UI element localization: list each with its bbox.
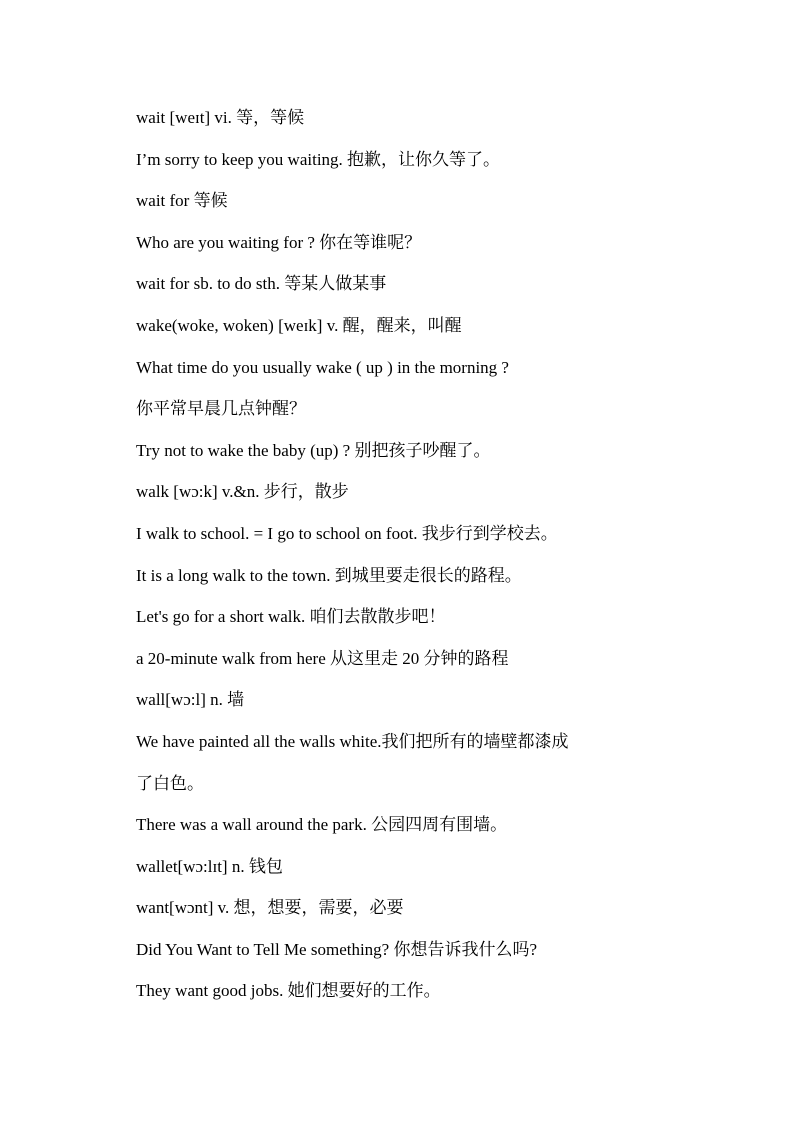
text-line: walk [wɔ:k] v.&n. 步行，散步 [136,482,349,502]
text-line: 了白色。 [136,773,204,793]
text-line: Try not to wake the baby (up) ? 别把孩子吵醒了。 [136,440,491,460]
text-line: wait for sb. to do sth. 等某人做某事 [136,274,387,294]
text-line: wait for 等候 [136,191,228,211]
text-line: wallet[wɔ:lɪt] n. 钱包 [136,856,283,876]
text-line: I walk to school. = I go to school on foot. 我步行到学校去。 [136,523,558,543]
text-line: It is a long walk to the town. 到城里要走很长的路程。 [136,565,522,585]
text-line: Who are you waiting for ? 你在等谁呢？ [136,232,422,252]
text-line: wake(woke, woken) [weɪk] v. 醒，醒来，叫醒 [136,315,462,335]
text-line: want[wɔnt] v. 想，想要，需要，必要 [136,898,404,918]
text-line: Let's go for a short walk. 咱们去散散步吧！ [136,607,446,627]
text-line: I’m sorry to keep you waiting. 抱歉，让你久等了。 [136,149,501,169]
text-line: wait [weɪt] vi. 等，等候 [136,108,305,127]
text-line: What time do you usually wake ( up ) in the morning ? [136,357,509,377]
text-line: We have painted all the walls white.我们把所有的墙壁都漆成 [136,731,569,751]
text-line: Did You Want to Tell Me something? 你想告诉我什么吗? [136,939,538,959]
text-line: There was a wall around the park. 公园四周有围墙。 [136,815,508,835]
text-line: 你平常早晨几点钟醒？ [136,399,306,419]
text-line: wall[wɔ:l] n. 墙 [136,690,245,710]
text-line: They want good jobs. 她们想要好的工作。 [136,981,441,1001]
text-line: a 20-minute walk from here 从这里走 20 分钟的路程 [136,648,509,668]
vocabulary-list [136,105,696,1020]
